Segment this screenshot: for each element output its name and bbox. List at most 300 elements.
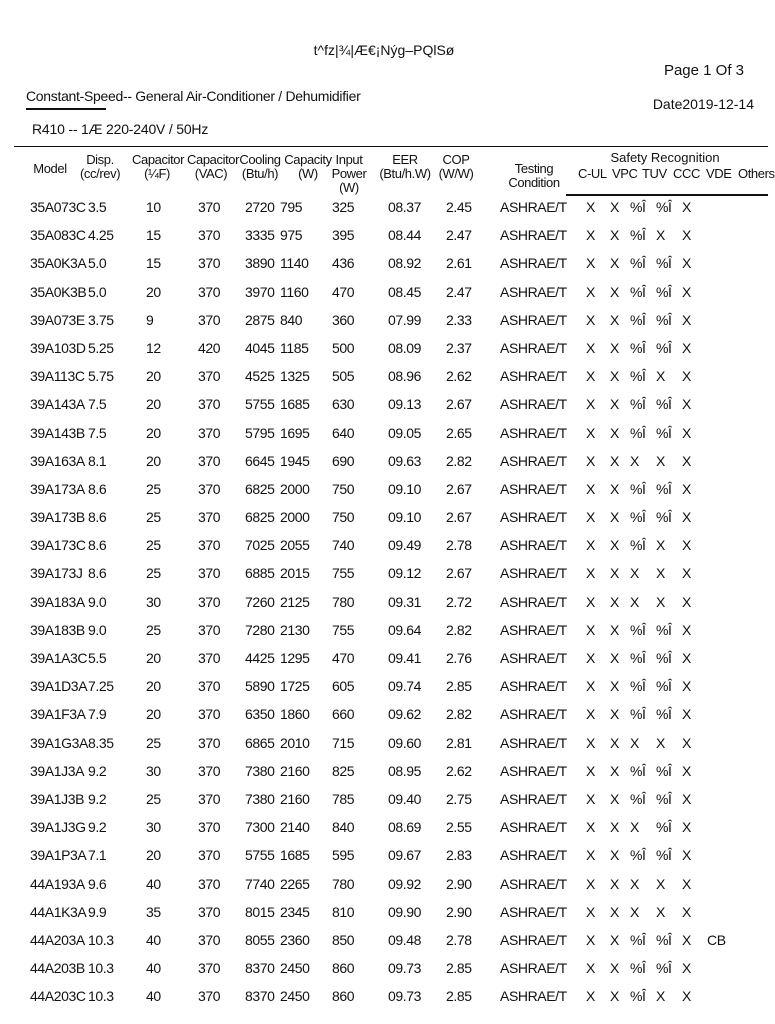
cell-ccc: %Î (656, 621, 672, 638)
cell-vde: X (682, 227, 691, 244)
cell-capacitor-uf: 25 (146, 621, 161, 638)
cell-input-power: 395 (332, 227, 355, 244)
cell-capacity-w: 2160 (280, 790, 310, 807)
cell-testing-condition: ASHRAE/T (500, 734, 567, 751)
cell-ccc: X (656, 565, 665, 582)
cell-ccc: %Î (656, 847, 672, 864)
cell-tuv: %Î (630, 283, 646, 300)
cell-capacitor-vac: 370 (198, 621, 221, 638)
table-row (0, 196, 768, 224)
cell-tuv: %Î (630, 960, 646, 977)
table-row (0, 929, 768, 957)
column-header-eer: EER (Btu/h.W) (379, 152, 431, 181)
cell-displacement: 8.6 (88, 480, 107, 497)
cell-tuv: %Î (630, 790, 646, 807)
cell-input-power: 360 (332, 311, 355, 328)
cell-model: 39A1J3G (30, 819, 86, 836)
cell-model: 39A103D (30, 339, 86, 356)
cell-capacitor-uf: 30 (146, 762, 161, 779)
cell-cooling-btu: 8015 (245, 903, 275, 920)
cell-input-power: 785 (332, 790, 355, 807)
cell-model: 44A203B (30, 960, 85, 977)
table-row (0, 309, 768, 337)
cell-displacement: 8.1 (88, 452, 107, 469)
cell-eer: 09.73 (388, 960, 422, 977)
cell-vde: X (682, 339, 691, 356)
cell-eer: 09.12 (388, 565, 422, 582)
cell-cooling-btu: 6825 (245, 480, 275, 497)
cell-cul: X (586, 255, 595, 272)
refrigerant-spec: R410 -- 1Æ 220-240V / 50Hz (32, 121, 209, 137)
document-title: t^fz|¾|Æ€¡Nýg–PQlSø (313, 42, 455, 58)
column-header-vpc: VPC (612, 166, 638, 181)
cell-capacity-w: 2000 (280, 480, 310, 497)
cell-capacity-w: 1325 (280, 368, 310, 385)
cell-capacitor-uf: 20 (146, 452, 161, 469)
cell-cooling-btu: 3335 (245, 227, 275, 244)
cell-eer: 07.99 (388, 311, 422, 328)
cell-ccc: %Î (656, 255, 672, 272)
cell-displacement: 9.2 (88, 762, 107, 779)
cell-capacitor-vac: 370 (198, 565, 221, 582)
cell-testing-condition: ASHRAE/T (500, 537, 567, 554)
cell-capacity-w: 2345 (280, 903, 310, 920)
cell-eer: 08.37 (388, 199, 422, 215)
cell-input-power: 470 (332, 283, 355, 300)
cell-model: 35A073C (30, 199, 86, 215)
cell-capacitor-vac: 370 (198, 509, 221, 526)
cell-capacitor-uf: 20 (146, 424, 161, 441)
cell-testing-condition: ASHRAE/T (500, 706, 567, 723)
cell-vde: X (682, 565, 691, 582)
cell-model: 35A083C (30, 227, 86, 244)
cell-capacitor-uf: 40 (146, 931, 161, 948)
cell-tuv: X (630, 903, 639, 920)
cell-testing-condition: ASHRAE/T (500, 762, 567, 779)
cell-testing-condition: ASHRAE/T (500, 678, 567, 695)
cell-vde: X (682, 931, 691, 948)
cell-eer: 09.63 (388, 452, 422, 469)
cell-capacitor-vac: 370 (198, 199, 221, 215)
cell-input-power: 325 (332, 199, 355, 215)
cell-capacitor-uf: 10 (146, 199, 161, 215)
cell-model: 39A1J3B (30, 790, 85, 807)
cell-cul: X (586, 509, 595, 526)
cell-capacitor-vac: 370 (198, 931, 221, 948)
cell-vde: X (682, 734, 691, 751)
cell-cul: X (586, 650, 595, 666)
cell-cul: X (586, 452, 595, 469)
cell-capacitor-uf: 9 (146, 311, 154, 328)
cell-ccc: X (656, 734, 665, 751)
table-row (0, 337, 768, 365)
column-header-cul: C-UL (578, 166, 607, 181)
cell-testing-condition: ASHRAE/T (500, 480, 567, 497)
cell-vde: X (682, 593, 691, 610)
cell-model: 44A193A (30, 875, 85, 892)
cell-displacement: 9.2 (88, 790, 107, 807)
cell-input-power: 825 (332, 762, 355, 779)
document-subtitle: Constant-Speed-- General Air-Conditioner / Dehumidifier (26, 88, 361, 104)
cell-capacitor-vac: 370 (198, 227, 221, 244)
cell-cooling-btu: 6350 (245, 706, 275, 723)
cell-testing-condition: ASHRAE/T (500, 650, 567, 666)
cell-capacitor-uf: 40 (146, 988, 161, 1005)
cell-cooling-btu: 4525 (245, 368, 275, 385)
cell-ccc: %Î (656, 509, 672, 526)
cell-vde: X (682, 988, 691, 1005)
cell-capacitor-uf: 25 (146, 537, 161, 554)
cell-input-power: 755 (332, 621, 355, 638)
cell-ccc: %Î (656, 762, 672, 779)
cell-cul: X (586, 283, 595, 300)
cell-tuv: %Î (630, 847, 646, 864)
cell-eer: 09.13 (388, 396, 422, 413)
cell-vde: X (682, 396, 691, 413)
table-row (0, 365, 768, 393)
cell-cop: 2.61 (446, 255, 472, 272)
cell-cop: 2.62 (446, 368, 472, 385)
cell-vpc: X (610, 621, 619, 638)
cell-capacitor-uf: 30 (146, 593, 161, 610)
cell-cooling-btu: 4045 (245, 339, 275, 356)
cell-cop: 2.45 (446, 199, 472, 215)
cell-displacement: 7.1 (88, 847, 107, 864)
cell-tuv: X (630, 734, 639, 751)
cell-model: 39A173B (30, 509, 85, 526)
cell-input-power: 780 (332, 593, 355, 610)
cell-capacitor-vac: 370 (198, 734, 221, 751)
cell-eer: 09.62 (388, 706, 422, 723)
cell-vpc: X (610, 283, 619, 300)
cell-tuv: %Î (630, 199, 646, 215)
table-row (0, 619, 768, 647)
cell-vde: X (682, 621, 691, 638)
cell-cop: 2.82 (446, 452, 472, 469)
cell-capacitor-vac: 370 (198, 255, 221, 272)
cell-vpc: X (610, 480, 619, 497)
cell-model: 39A173A (30, 480, 85, 497)
cell-vde: X (682, 480, 691, 497)
cell-cul: X (586, 565, 595, 582)
cell-testing-condition: ASHRAE/T (500, 424, 567, 441)
cell-input-power: 750 (332, 509, 355, 526)
cell-cooling-btu: 2875 (245, 311, 275, 328)
cell-ccc: X (656, 368, 665, 385)
cell-capacitor-uf: 12 (146, 339, 161, 356)
cell-model: 39A1G3A (30, 734, 88, 751)
cell-model: 44A1K3A (30, 903, 87, 920)
cell-ccc: %Î (656, 790, 672, 807)
cell-cop: 2.67 (446, 565, 472, 582)
cell-others: CB (707, 931, 726, 948)
cell-ccc: %Î (656, 650, 672, 666)
cell-cooling-btu: 7025 (245, 537, 275, 554)
cell-capacitor-uf: 20 (146, 283, 161, 300)
cell-input-power: 500 (332, 339, 355, 356)
cell-eer: 09.64 (388, 621, 422, 638)
cell-tuv: %Î (630, 650, 646, 666)
cell-tuv: %Î (630, 931, 646, 948)
cell-input-power: 436 (332, 255, 355, 272)
cell-cop: 2.82 (446, 621, 472, 638)
page-number: Page 1 Of 3 (663, 62, 744, 79)
cell-cul: X (586, 537, 595, 554)
cell-eer: 08.69 (388, 819, 422, 836)
cell-vpc: X (610, 509, 619, 526)
cell-cop: 2.83 (446, 847, 472, 864)
cell-vde: X (682, 509, 691, 526)
cell-vpc: X (610, 368, 619, 385)
cell-cul: X (586, 339, 595, 356)
cell-vde: X (682, 368, 691, 385)
cell-eer: 09.40 (388, 790, 422, 807)
cell-testing-condition: ASHRAE/T (500, 875, 567, 892)
cell-displacement: 9.0 (88, 593, 107, 610)
cell-capacitor-vac: 370 (198, 368, 221, 385)
cell-cul: X (586, 678, 595, 695)
table-row (0, 703, 768, 731)
cell-tuv: %Î (630, 621, 646, 638)
cell-tuv: X (630, 452, 639, 469)
cell-tuv: %Î (630, 424, 646, 441)
cell-tuv: X (630, 593, 639, 610)
cell-displacement: 7.9 (88, 706, 107, 723)
cell-testing-condition: ASHRAE/T (500, 311, 567, 328)
table-row (0, 788, 768, 816)
cell-testing-condition: ASHRAE/T (500, 452, 567, 469)
cell-vpc: X (610, 227, 619, 244)
cell-capacity-w: 2360 (280, 931, 310, 948)
cell-vpc: X (610, 988, 619, 1005)
cell-capacitor-uf: 20 (146, 368, 161, 385)
cell-eer: 09.73 (388, 988, 422, 1005)
cell-testing-condition: ASHRAE/T (500, 565, 567, 582)
cell-cop: 2.67 (446, 480, 472, 497)
cell-input-power: 690 (332, 452, 355, 469)
cell-displacement: 3.75 (88, 311, 114, 328)
cell-cul: X (586, 847, 595, 864)
cell-capacitor-uf: 20 (146, 396, 161, 413)
cell-capacitor-uf: 25 (146, 509, 161, 526)
cell-cop: 2.85 (446, 678, 472, 695)
cell-input-power: 860 (332, 988, 355, 1005)
cell-model: 39A1D3A (30, 678, 88, 695)
cell-input-power: 810 (332, 903, 355, 920)
cell-capacitor-vac: 370 (198, 819, 221, 836)
cell-capacitor-uf: 20 (146, 678, 161, 695)
cell-vde: X (682, 452, 691, 469)
column-header-input-power: Input Power (W) (331, 152, 367, 195)
table-row (0, 591, 768, 619)
cell-ccc: X (656, 452, 665, 469)
cell-vpc: X (610, 903, 619, 920)
cell-capacitor-vac: 370 (198, 537, 221, 554)
cell-vde: X (682, 762, 691, 779)
header-divider (14, 146, 768, 147)
cell-cul: X (586, 480, 595, 497)
cell-cop: 2.47 (446, 283, 472, 300)
cell-input-power: 640 (332, 424, 355, 441)
cell-capacitor-uf: 30 (146, 819, 161, 836)
cell-tuv: %Î (630, 311, 646, 328)
cell-input-power: 505 (332, 368, 355, 385)
cell-cop: 2.90 (446, 875, 472, 892)
cell-displacement: 5.0 (88, 283, 107, 300)
cell-vpc: X (610, 199, 619, 215)
cell-ccc: %Î (656, 424, 672, 441)
cell-ccc: X (656, 903, 665, 920)
cell-displacement: 8.6 (88, 537, 107, 554)
cell-cop: 2.78 (446, 931, 472, 948)
cell-testing-condition: ASHRAE/T (500, 255, 567, 272)
cell-cul: X (586, 988, 595, 1005)
cell-displacement: 9.6 (88, 875, 107, 892)
cell-vde: X (682, 650, 691, 666)
cell-displacement: 4.25 (88, 227, 114, 244)
cell-cooling-btu: 6885 (245, 565, 275, 582)
cell-model: 39A113C (30, 368, 85, 385)
cell-vpc: X (610, 537, 619, 554)
cell-eer: 08.44 (388, 227, 422, 244)
cell-ccc: %Î (656, 678, 672, 695)
cell-ccc: X (656, 875, 665, 892)
cell-testing-condition: ASHRAE/T (500, 790, 567, 807)
cell-capacitor-vac: 370 (198, 593, 221, 610)
cell-capacity-w: 2130 (280, 621, 310, 638)
cell-cop: 2.76 (446, 650, 472, 666)
cell-eer: 09.10 (388, 480, 422, 497)
cell-cooling-btu: 7300 (245, 819, 275, 836)
cell-displacement: 5.0 (88, 255, 107, 272)
cell-model: 39A1F3A (30, 706, 86, 723)
cell-vpc: X (610, 847, 619, 864)
cell-eer: 08.96 (388, 368, 422, 385)
compressor-spec-table (0, 196, 768, 1013)
cell-vpc: X (610, 452, 619, 469)
cell-capacity-w: 2160 (280, 762, 310, 779)
cell-testing-condition: ASHRAE/T (500, 621, 567, 638)
cell-cul: X (586, 368, 595, 385)
cell-capacitor-uf: 25 (146, 734, 161, 751)
column-header-capacitor-uf: Capacitor (¼F) (132, 152, 185, 181)
cell-cooling-btu: 5755 (245, 847, 275, 864)
cell-ccc: %Î (656, 706, 672, 723)
cell-eer: 08.92 (388, 255, 422, 272)
cell-capacitor-vac: 370 (198, 678, 221, 695)
cell-cooling-btu: 7380 (245, 790, 275, 807)
cell-tuv: %Î (630, 480, 646, 497)
cell-capacitor-vac: 370 (198, 283, 221, 300)
cell-capacity-w: 2010 (280, 734, 310, 751)
column-header-testing-condition: Testing Condition (508, 161, 560, 190)
cell-vpc: X (610, 762, 619, 779)
cell-tuv: %Î (630, 537, 646, 554)
cell-displacement: 8.6 (88, 509, 107, 526)
cell-cop: 2.81 (446, 734, 472, 751)
cell-displacement: 8.35 (88, 734, 114, 751)
cell-cul: X (586, 621, 595, 638)
cell-cooling-btu: 5795 (245, 424, 275, 441)
cell-cul: X (586, 931, 595, 948)
table-row (0, 393, 768, 421)
cell-capacitor-vac: 370 (198, 706, 221, 723)
cell-testing-condition: ASHRAE/T (500, 903, 567, 920)
cell-capacity-w: 1860 (280, 706, 310, 723)
cell-eer: 09.41 (388, 650, 422, 666)
cell-displacement: 5.25 (88, 339, 114, 356)
cell-input-power: 630 (332, 396, 355, 413)
cell-vde: X (682, 960, 691, 977)
cell-capacitor-vac: 370 (198, 875, 221, 892)
cell-vpc: X (610, 875, 619, 892)
cell-vde: X (682, 875, 691, 892)
cell-testing-condition: ASHRAE/T (500, 283, 567, 300)
cell-cul: X (586, 819, 595, 836)
cell-cop: 2.67 (446, 396, 472, 413)
cell-capacitor-vac: 370 (198, 847, 221, 864)
cell-vde: X (682, 255, 691, 272)
cell-vpc: X (610, 650, 619, 666)
cell-capacitor-uf: 20 (146, 847, 161, 864)
cell-testing-condition: ASHRAE/T (500, 368, 567, 385)
cell-ccc: %Î (656, 480, 672, 497)
cell-cul: X (586, 875, 595, 892)
cell-model: 39A1P3A (30, 847, 87, 864)
table-row (0, 844, 768, 872)
table-row (0, 675, 768, 703)
cell-capacitor-vac: 370 (198, 790, 221, 807)
table-row (0, 816, 768, 844)
cell-model: 44A203C (30, 988, 86, 1005)
cell-cul: X (586, 960, 595, 977)
cell-eer: 09.67 (388, 847, 422, 864)
cell-cop: 2.72 (446, 593, 472, 610)
cell-input-power: 715 (332, 734, 355, 751)
cell-testing-condition: ASHRAE/T (500, 593, 567, 610)
cell-displacement: 10.3 (88, 931, 114, 948)
cell-capacitor-uf: 40 (146, 875, 161, 892)
cell-displacement: 5.75 (88, 368, 114, 385)
cell-displacement: 7.5 (88, 424, 107, 441)
cell-cooling-btu: 3890 (245, 255, 275, 272)
cell-capacity-w: 2140 (280, 819, 310, 836)
cell-capacitor-uf: 20 (146, 706, 161, 723)
cell-vde: X (682, 311, 691, 328)
cell-cooling-btu: 5890 (245, 678, 275, 695)
cell-ccc: X (656, 988, 665, 1005)
table-row (0, 985, 768, 1013)
cell-cop: 2.85 (446, 988, 472, 1005)
cell-vde: X (682, 537, 691, 554)
cell-capacity-w: 1160 (280, 283, 309, 300)
cell-model: 44A203A (30, 931, 85, 948)
table-row (0, 506, 768, 534)
cell-eer: 09.90 (388, 903, 422, 920)
cell-cooling-btu: 8370 (245, 960, 275, 977)
cell-capacity-w: 2450 (280, 988, 310, 1005)
cell-cop: 2.37 (446, 339, 472, 356)
cell-displacement: 7.25 (88, 678, 114, 695)
cell-capacitor-vac: 370 (198, 903, 221, 920)
cell-cooling-btu: 3970 (245, 283, 275, 300)
cell-capacity-w: 1945 (280, 452, 310, 469)
cell-input-power: 860 (332, 960, 355, 977)
cell-displacement: 10.3 (88, 988, 114, 1005)
cell-capacity-w: 2015 (280, 565, 310, 582)
cell-vde: X (682, 706, 691, 723)
column-header-cooling-btu: Cooling (Btu/h) (239, 152, 281, 181)
